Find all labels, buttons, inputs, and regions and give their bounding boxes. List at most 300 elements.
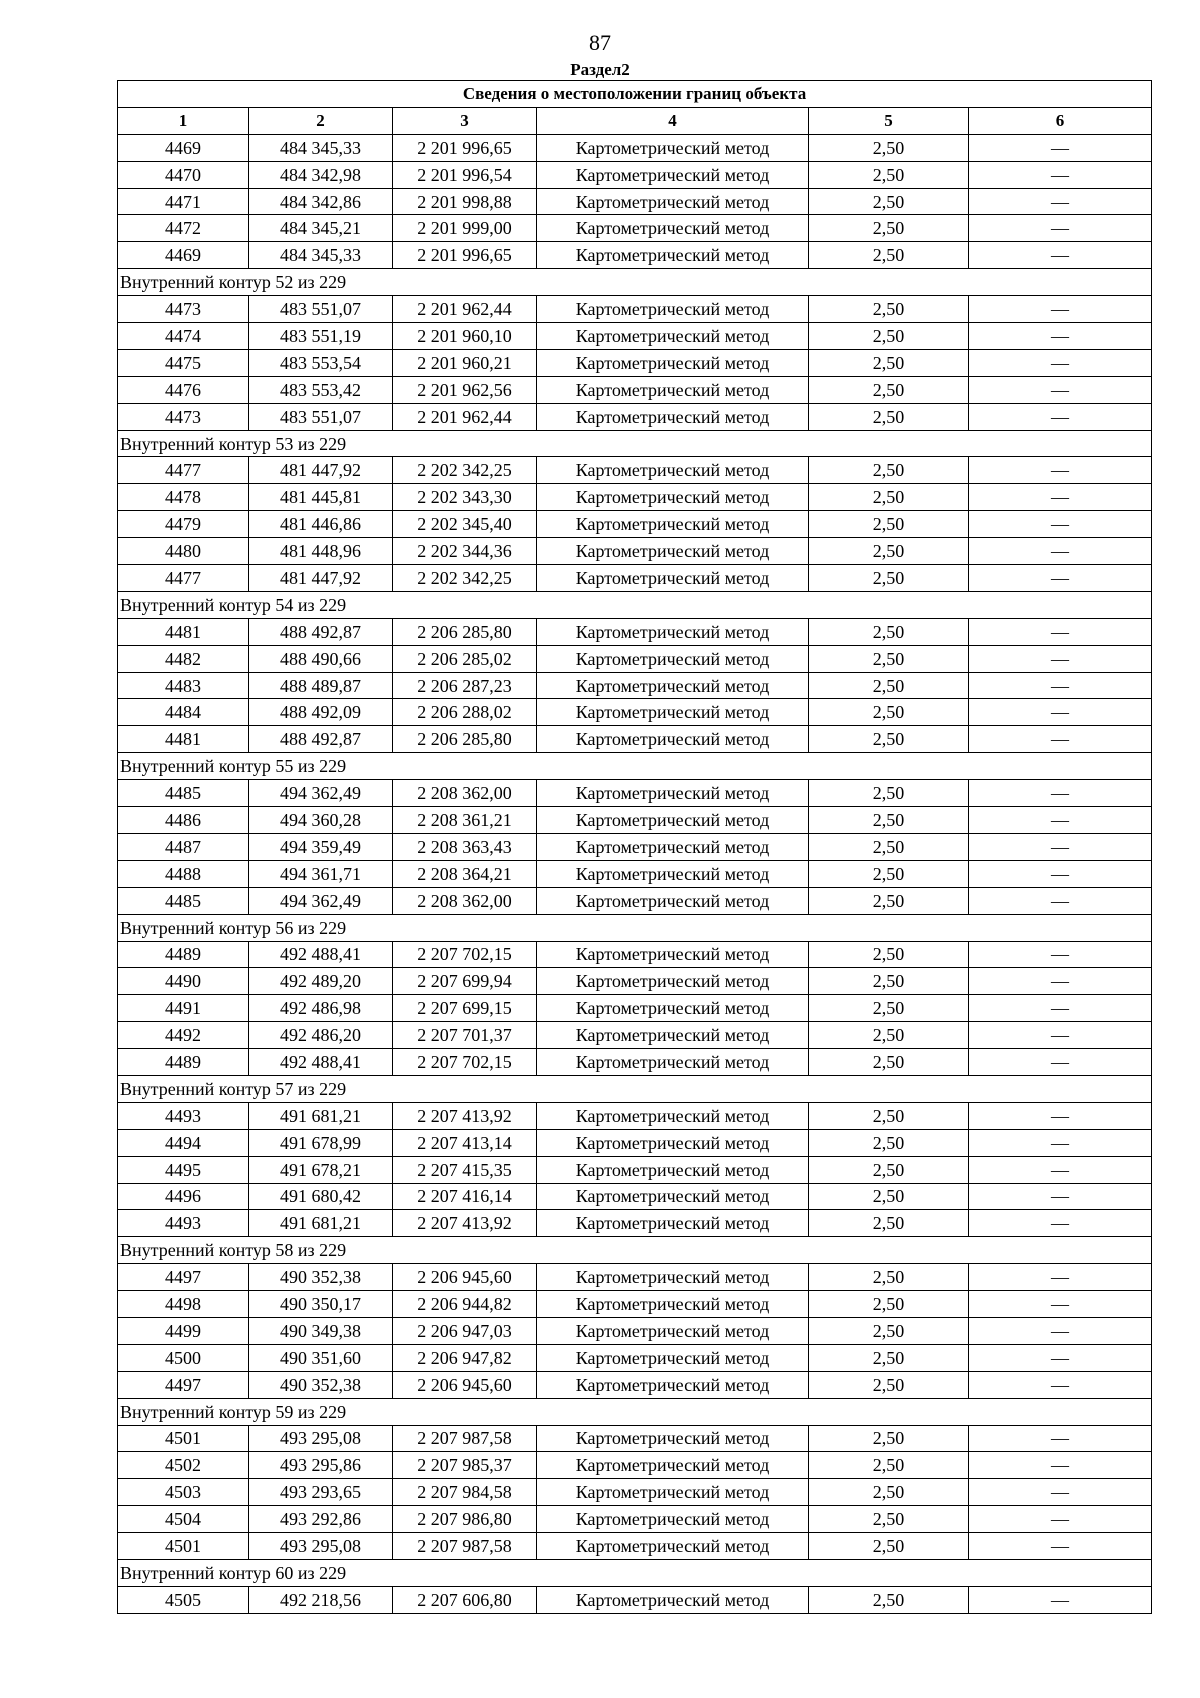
method-cell: Картометрический метод (537, 1129, 809, 1156)
accuracy-cell: 2,50 (809, 1049, 969, 1076)
accuracy-cell: 2,50 (809, 1344, 969, 1371)
description-cell: — (969, 1183, 1152, 1210)
method-cell: Картометрический метод (537, 511, 809, 538)
y-coordinate-cell: 2 207 987,58 (393, 1533, 537, 1560)
description-cell: — (969, 1506, 1152, 1533)
x-coordinate-cell: 481 445,81 (249, 484, 393, 511)
accuracy-cell: 2,50 (809, 1183, 969, 1210)
point-number-cell: 4473 (118, 403, 249, 430)
method-cell: Картометрический метод (537, 457, 809, 484)
accuracy-cell: 2,50 (809, 1210, 969, 1237)
description-cell: — (969, 1129, 1152, 1156)
contour-label: Внутренний контур 59 из 229 (118, 1398, 1152, 1425)
table-row (118, 1425, 1152, 1452)
accuracy-cell: 2,50 (809, 134, 969, 161)
point-number-cell: 4477 (118, 457, 249, 484)
accuracy-cell: 2,50 (809, 376, 969, 403)
y-coordinate-cell: 2 201 996,54 (393, 161, 537, 188)
table-row (118, 1317, 1152, 1344)
description-cell: — (969, 1586, 1152, 1613)
accuracy-cell: 2,50 (809, 215, 969, 242)
table-row (118, 1344, 1152, 1371)
contour-header-row (118, 269, 1152, 296)
method-cell: Картометрический метод (537, 941, 809, 968)
description-cell: — (969, 1533, 1152, 1560)
description-cell: — (969, 941, 1152, 968)
method-cell: Картометрический метод (537, 1317, 809, 1344)
y-coordinate-cell: 2 207 606,80 (393, 1586, 537, 1613)
x-coordinate-cell: 491 680,42 (249, 1183, 393, 1210)
y-coordinate-cell: 2 207 986,80 (393, 1506, 537, 1533)
table-title-row (118, 81, 1152, 108)
contour-header-row (118, 1237, 1152, 1264)
y-coordinate-cell: 2 202 342,25 (393, 565, 537, 592)
method-cell: Картометрический метод (537, 1264, 809, 1291)
method-cell: Картометрический метод (537, 833, 809, 860)
contour-header-row (118, 591, 1152, 618)
table-row (118, 296, 1152, 323)
table-title: Сведения о местоположении границ объекта (118, 81, 1152, 108)
description-cell: — (969, 376, 1152, 403)
y-coordinate-cell: 2 207 702,15 (393, 941, 537, 968)
x-coordinate-cell: 490 351,60 (249, 1344, 393, 1371)
contour-header-row (118, 1559, 1152, 1586)
method-cell: Картометрический метод (537, 726, 809, 753)
x-coordinate-cell: 484 342,86 (249, 188, 393, 215)
accuracy-cell: 2,50 (809, 1479, 969, 1506)
table-row (118, 1156, 1152, 1183)
description-cell: — (969, 511, 1152, 538)
x-coordinate-cell: 490 352,38 (249, 1371, 393, 1398)
accuracy-cell: 2,50 (809, 1371, 969, 1398)
description-cell: — (969, 1210, 1152, 1237)
point-number-cell: 4472 (118, 215, 249, 242)
point-number-cell: 4485 (118, 780, 249, 807)
table-row (118, 672, 1152, 699)
description-cell: — (969, 1425, 1152, 1452)
x-coordinate-cell: 481 447,92 (249, 565, 393, 592)
column-header: 3 (393, 107, 537, 134)
y-coordinate-cell: 2 201 960,10 (393, 323, 537, 350)
contour-label: Внутренний контур 58 из 229 (118, 1237, 1152, 1264)
accuracy-cell: 2,50 (809, 349, 969, 376)
table-row (118, 699, 1152, 726)
accuracy-cell: 2,50 (809, 1425, 969, 1452)
y-coordinate-cell: 2 202 345,40 (393, 511, 537, 538)
description-cell: — (969, 565, 1152, 592)
method-cell: Картометрический метод (537, 1344, 809, 1371)
accuracy-cell: 2,50 (809, 484, 969, 511)
x-coordinate-cell: 491 678,99 (249, 1129, 393, 1156)
x-coordinate-cell: 492 486,98 (249, 995, 393, 1022)
method-cell: Картометрический метод (537, 1452, 809, 1479)
table-row (118, 1183, 1152, 1210)
x-coordinate-cell: 490 352,38 (249, 1264, 393, 1291)
description-cell: — (969, 995, 1152, 1022)
method-cell: Картометрический метод (537, 1022, 809, 1049)
y-coordinate-cell: 2 207 413,92 (393, 1210, 537, 1237)
page-number: 87 (589, 30, 611, 55)
x-coordinate-cell: 493 292,86 (249, 1506, 393, 1533)
point-number-cell: 4489 (118, 1049, 249, 1076)
y-coordinate-cell: 2 208 364,21 (393, 860, 537, 887)
description-cell: — (969, 1371, 1152, 1398)
accuracy-cell: 2,50 (809, 296, 969, 323)
method-cell: Картометрический метод (537, 1291, 809, 1318)
table-row (118, 188, 1152, 215)
contour-header-row (118, 1398, 1152, 1425)
x-coordinate-cell: 494 360,28 (249, 807, 393, 834)
method-cell: Картометрический метод (537, 161, 809, 188)
point-number-cell: 4495 (118, 1156, 249, 1183)
point-number-cell: 4487 (118, 833, 249, 860)
description-cell: — (969, 1479, 1152, 1506)
x-coordinate-cell: 492 218,56 (249, 1586, 393, 1613)
x-coordinate-cell: 494 362,49 (249, 887, 393, 914)
method-cell: Картометрический метод (537, 860, 809, 887)
description-cell: — (969, 403, 1152, 430)
x-coordinate-cell: 484 345,33 (249, 134, 393, 161)
method-cell: Картометрический метод (537, 968, 809, 995)
contour-header-row (118, 914, 1152, 941)
point-number-cell: 4469 (118, 134, 249, 161)
accuracy-cell: 2,50 (809, 672, 969, 699)
column-header: 1 (118, 107, 249, 134)
accuracy-cell: 2,50 (809, 968, 969, 995)
accuracy-cell: 2,50 (809, 323, 969, 350)
y-coordinate-cell: 2 206 945,60 (393, 1371, 537, 1398)
accuracy-cell: 2,50 (809, 1102, 969, 1129)
accuracy-cell: 2,50 (809, 511, 969, 538)
y-coordinate-cell: 2 201 999,00 (393, 215, 537, 242)
description-cell: — (969, 296, 1152, 323)
description-cell: — (969, 1264, 1152, 1291)
description-cell: — (969, 672, 1152, 699)
accuracy-cell: 2,50 (809, 645, 969, 672)
description-cell: — (969, 323, 1152, 350)
table-row (118, 565, 1152, 592)
method-cell: Картометрический метод (537, 1049, 809, 1076)
accuracy-cell: 2,50 (809, 1291, 969, 1318)
y-coordinate-cell: 2 206 285,02 (393, 645, 537, 672)
accuracy-cell: 2,50 (809, 538, 969, 565)
method-cell: Картометрический метод (537, 1425, 809, 1452)
table-row (118, 887, 1152, 914)
table-row (118, 807, 1152, 834)
point-number-cell: 4481 (118, 726, 249, 753)
column-header: 4 (537, 107, 809, 134)
point-number-cell: 4471 (118, 188, 249, 215)
x-coordinate-cell: 492 486,20 (249, 1022, 393, 1049)
point-number-cell: 4497 (118, 1371, 249, 1398)
accuracy-cell: 2,50 (809, 1264, 969, 1291)
method-cell: Картометрический метод (537, 1533, 809, 1560)
description-cell: — (969, 349, 1152, 376)
method-cell: Картометрический метод (537, 323, 809, 350)
x-coordinate-cell: 483 553,54 (249, 349, 393, 376)
table-row (118, 833, 1152, 860)
method-cell: Картометрический метод (537, 1156, 809, 1183)
x-coordinate-cell: 493 295,08 (249, 1533, 393, 1560)
table-row (118, 511, 1152, 538)
y-coordinate-cell: 2 206 285,80 (393, 618, 537, 645)
y-coordinate-cell: 2 207 985,37 (393, 1452, 537, 1479)
y-coordinate-cell: 2 206 944,82 (393, 1291, 537, 1318)
method-cell: Картометрический метод (537, 1102, 809, 1129)
point-number-cell: 4470 (118, 161, 249, 188)
point-number-cell: 4475 (118, 349, 249, 376)
table-row (118, 215, 1152, 242)
contour-label: Внутренний контур 57 из 229 (118, 1075, 1152, 1102)
x-coordinate-cell: 484 345,33 (249, 242, 393, 269)
coordinates-table (117, 80, 1152, 1614)
accuracy-cell: 2,50 (809, 1452, 969, 1479)
x-coordinate-cell: 492 488,41 (249, 941, 393, 968)
point-number-cell: 4496 (118, 1183, 249, 1210)
y-coordinate-cell: 2 202 342,25 (393, 457, 537, 484)
table-row (118, 995, 1152, 1022)
table-row (118, 780, 1152, 807)
y-coordinate-cell: 2 207 699,94 (393, 968, 537, 995)
method-cell: Картометрический метод (537, 1506, 809, 1533)
table-row (118, 1049, 1152, 1076)
description-cell: — (969, 215, 1152, 242)
method-cell: Картометрический метод (537, 1479, 809, 1506)
contour-label: Внутренний контур 52 из 229 (118, 269, 1152, 296)
point-number-cell: 4493 (118, 1210, 249, 1237)
accuracy-cell: 2,50 (809, 242, 969, 269)
column-header: 2 (249, 107, 393, 134)
point-number-cell: 4480 (118, 538, 249, 565)
x-coordinate-cell: 483 551,19 (249, 323, 393, 350)
method-cell: Картометрический метод (537, 780, 809, 807)
point-number-cell: 4500 (118, 1344, 249, 1371)
x-coordinate-cell: 483 553,42 (249, 376, 393, 403)
method-cell: Картометрический метод (537, 1183, 809, 1210)
accuracy-cell: 2,50 (809, 860, 969, 887)
y-coordinate-cell: 2 202 343,30 (393, 484, 537, 511)
point-number-cell: 4494 (118, 1129, 249, 1156)
table-row (118, 1102, 1152, 1129)
y-coordinate-cell: 2 206 288,02 (393, 699, 537, 726)
table-row (118, 1022, 1152, 1049)
point-number-cell: 4479 (118, 511, 249, 538)
x-coordinate-cell: 490 349,38 (249, 1317, 393, 1344)
method-cell: Картометрический метод (537, 403, 809, 430)
table-row (118, 645, 1152, 672)
method-cell: Картометрический метод (537, 376, 809, 403)
x-coordinate-cell: 484 342,98 (249, 161, 393, 188)
y-coordinate-cell: 2 206 287,23 (393, 672, 537, 699)
method-cell: Картометрический метод (537, 349, 809, 376)
description-cell: — (969, 134, 1152, 161)
description-cell: — (969, 1049, 1152, 1076)
accuracy-cell: 2,50 (809, 887, 969, 914)
accuracy-cell: 2,50 (809, 1317, 969, 1344)
table-row (118, 726, 1152, 753)
method-cell: Картометрический метод (537, 807, 809, 834)
x-coordinate-cell: 488 492,09 (249, 699, 393, 726)
point-number-cell: 4493 (118, 1102, 249, 1129)
method-cell: Картометрический метод (537, 1371, 809, 1398)
accuracy-cell: 2,50 (809, 833, 969, 860)
table-row (118, 1371, 1152, 1398)
description-cell: — (969, 645, 1152, 672)
point-number-cell: 4485 (118, 887, 249, 914)
accuracy-cell: 2,50 (809, 780, 969, 807)
y-coordinate-cell: 2 208 362,00 (393, 887, 537, 914)
method-cell: Картометрический метод (537, 188, 809, 215)
accuracy-cell: 2,50 (809, 188, 969, 215)
x-coordinate-cell: 493 293,65 (249, 1479, 393, 1506)
x-coordinate-cell: 483 551,07 (249, 296, 393, 323)
point-number-cell: 4502 (118, 1452, 249, 1479)
contour-label: Внутренний контур 53 из 229 (118, 430, 1152, 457)
point-number-cell: 4486 (118, 807, 249, 834)
x-coordinate-cell: 490 350,17 (249, 1291, 393, 1318)
column-header-row (118, 107, 1152, 134)
point-number-cell: 4482 (118, 645, 249, 672)
x-coordinate-cell: 491 681,21 (249, 1210, 393, 1237)
method-cell: Картометрический метод (537, 672, 809, 699)
y-coordinate-cell: 2 201 962,44 (393, 296, 537, 323)
accuracy-cell: 2,50 (809, 1156, 969, 1183)
description-cell: — (969, 188, 1152, 215)
y-coordinate-cell: 2 206 945,60 (393, 1264, 537, 1291)
table-row (118, 1264, 1152, 1291)
method-cell: Картометрический метод (537, 699, 809, 726)
table-body (118, 134, 1152, 1613)
table-row (118, 1210, 1152, 1237)
table-row (118, 1586, 1152, 1613)
table-row (118, 484, 1152, 511)
point-number-cell: 4473 (118, 296, 249, 323)
column-header: 6 (969, 107, 1152, 134)
point-number-cell: 4478 (118, 484, 249, 511)
table-row (118, 349, 1152, 376)
table-row (118, 376, 1152, 403)
point-number-cell: 4498 (118, 1291, 249, 1318)
table-row (118, 860, 1152, 887)
y-coordinate-cell: 2 208 363,43 (393, 833, 537, 860)
y-coordinate-cell: 2 207 984,58 (393, 1479, 537, 1506)
method-cell: Картометрический метод (537, 296, 809, 323)
y-coordinate-cell: 2 207 699,15 (393, 995, 537, 1022)
description-cell: — (969, 242, 1152, 269)
contour-label: Внутренний контур 60 из 229 (118, 1559, 1152, 1586)
point-number-cell: 4501 (118, 1533, 249, 1560)
x-coordinate-cell: 481 447,92 (249, 457, 393, 484)
table-row (118, 242, 1152, 269)
accuracy-cell: 2,50 (809, 1022, 969, 1049)
table-row (118, 134, 1152, 161)
point-number-cell: 4504 (118, 1506, 249, 1533)
method-cell: Картометрический метод (537, 215, 809, 242)
x-coordinate-cell: 493 295,08 (249, 1425, 393, 1452)
y-coordinate-cell: 2 207 987,58 (393, 1425, 537, 1452)
description-cell: — (969, 1452, 1152, 1479)
point-number-cell: 4477 (118, 565, 249, 592)
accuracy-cell: 2,50 (809, 995, 969, 1022)
point-number-cell: 4484 (118, 699, 249, 726)
description-cell: — (969, 457, 1152, 484)
accuracy-cell: 2,50 (809, 403, 969, 430)
y-coordinate-cell: 2 206 947,03 (393, 1317, 537, 1344)
x-coordinate-cell: 483 551,07 (249, 403, 393, 430)
point-number-cell: 4491 (118, 995, 249, 1022)
description-cell: — (969, 1156, 1152, 1183)
point-number-cell: 4488 (118, 860, 249, 887)
y-coordinate-cell: 2 208 362,00 (393, 780, 537, 807)
contour-label: Внутренний контур 54 из 229 (118, 591, 1152, 618)
x-coordinate-cell: 488 490,66 (249, 645, 393, 672)
description-cell: — (969, 807, 1152, 834)
method-cell: Картометрический метод (537, 242, 809, 269)
table-row (118, 1452, 1152, 1479)
x-coordinate-cell: 484 345,21 (249, 215, 393, 242)
table-row (118, 457, 1152, 484)
point-number-cell: 4501 (118, 1425, 249, 1452)
y-coordinate-cell: 2 202 344,36 (393, 538, 537, 565)
table-row (118, 538, 1152, 565)
y-coordinate-cell: 2 201 960,21 (393, 349, 537, 376)
accuracy-cell: 2,50 (809, 457, 969, 484)
point-number-cell: 4474 (118, 323, 249, 350)
point-number-cell: 4492 (118, 1022, 249, 1049)
method-cell: Картометрический метод (537, 618, 809, 645)
description-cell: — (969, 726, 1152, 753)
table-row (118, 941, 1152, 968)
point-number-cell: 4481 (118, 618, 249, 645)
description-cell: — (969, 968, 1152, 995)
description-cell: — (969, 1317, 1152, 1344)
table-row (118, 323, 1152, 350)
y-coordinate-cell: 2 201 996,65 (393, 242, 537, 269)
y-coordinate-cell: 2 207 413,14 (393, 1129, 537, 1156)
description-cell: — (969, 1022, 1152, 1049)
point-number-cell: 4483 (118, 672, 249, 699)
x-coordinate-cell: 492 489,20 (249, 968, 393, 995)
table-row (118, 1129, 1152, 1156)
accuracy-cell: 2,50 (809, 699, 969, 726)
description-cell: — (969, 1344, 1152, 1371)
table-row (118, 1533, 1152, 1560)
x-coordinate-cell: 481 448,96 (249, 538, 393, 565)
contour-header-row (118, 753, 1152, 780)
point-number-cell: 4499 (118, 1317, 249, 1344)
method-cell: Картометрический метод (537, 1210, 809, 1237)
contour-label: Внутренний контур 56 из 229 (118, 914, 1152, 941)
table-row (118, 1506, 1152, 1533)
method-cell: Картометрический метод (537, 1586, 809, 1613)
description-cell: — (969, 699, 1152, 726)
contour-label: Внутренний контур 55 из 229 (118, 753, 1152, 780)
point-number-cell: 4505 (118, 1586, 249, 1613)
contour-header-row (118, 1075, 1152, 1102)
table-row (118, 161, 1152, 188)
contour-header-row (118, 430, 1152, 457)
point-number-cell: 4489 (118, 941, 249, 968)
description-cell: — (969, 780, 1152, 807)
table-row (118, 1479, 1152, 1506)
x-coordinate-cell: 494 359,49 (249, 833, 393, 860)
method-cell: Картометрический метод (537, 538, 809, 565)
y-coordinate-cell: 2 208 361,21 (393, 807, 537, 834)
section-title: Раздел2 (570, 60, 630, 79)
table-row (118, 1291, 1152, 1318)
accuracy-cell: 2,50 (809, 941, 969, 968)
y-coordinate-cell: 2 201 998,88 (393, 188, 537, 215)
